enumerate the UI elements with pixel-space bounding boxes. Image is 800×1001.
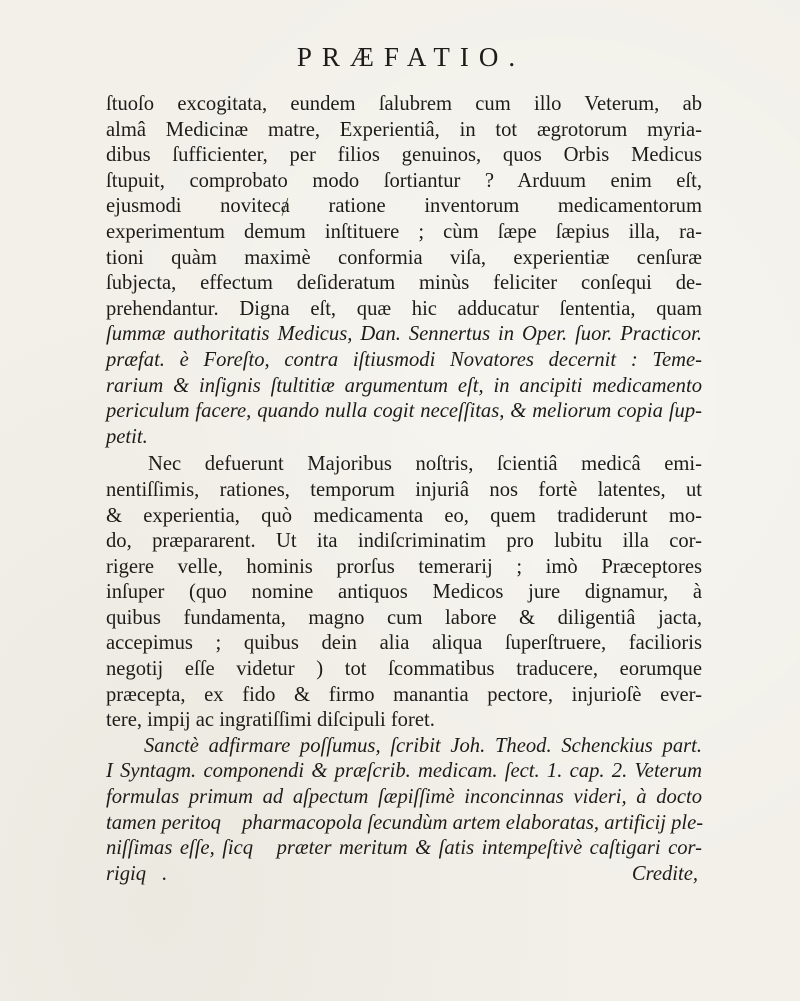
text-line: præcepta, ex fido & firmo manantia pectore, injurioſè ever- [106, 683, 702, 706]
paragraph-3 [106, 734, 702, 888]
text-line-italic: ſummæ authoritatis Medicus, Dan. Sennertus in Oper. ſuor. Practicor. [106, 323, 702, 346]
text-line-italic: Sanctè adfirmare poſſumus, ſcribit Joh. Theod. Schenckius part. [144, 734, 702, 757]
text-line-italic: tamen peritoqᷓ pharmacopola ſecundùm artem elaboratas, artificij ple- [106, 811, 704, 834]
running-head: PRÆFATIO. [296, 42, 526, 72]
text-line: accepimus ; quibus dein alia aliqua ſuperſtruere, facilioris [106, 632, 702, 655]
text-line: nentiſſimis, rationes, temporum injuriâ nos fortè latentes, ut [106, 478, 702, 501]
text-line: ſtuoſo excogitata, eundem ſalubrem cum illo Veterum, ab [106, 93, 702, 115]
text-line-italic: rigiqᷓ. [106, 862, 168, 885]
text-line-italic: periculum facere, quando nulla cogit neceſſitas, & meliorum copia ſup- [106, 400, 702, 423]
catchword: Credite, [631, 862, 698, 885]
text-line: inſuper (quo nomine antiquos Medicos jure dignamur, à [106, 581, 702, 604]
text-line: almâ Medicinæ matre, Experientiâ, in tot ægrotorum myria- [106, 118, 702, 141]
text-block [106, 40, 702, 887]
text-line: experimentum demum inſtituere ; cùm ſæpe ſæpius illa, ra- [106, 220, 702, 243]
text-line-italic: rarium & inſignis ſtultitiæ argumentum eſt, in ancipiti medicamento [106, 374, 702, 397]
text-line: negotij eſſe videtur ) tot ſcommatibus traducere, eorumque [106, 658, 702, 681]
paragraph-2 [106, 452, 702, 734]
text-line: rigere velle, hominis prorſus temerarij ; imò Præceptores [106, 555, 702, 578]
text-line: quibus fundamenta, magno cum labore & diligentiâ jacta, [106, 606, 702, 629]
text-line: tere, impij ac ingratiſſimi diſcipuli foret. [106, 709, 435, 732]
text-line: ſubjecta, effectum deſideratum minùs feliciter conſequi de- [106, 272, 702, 295]
text-line: do, præpararent. Ut ita indiſcriminatim pro lubitu illa cor- [106, 530, 702, 553]
text-line-italic: præfat. è Foreſto, contra iſtiusmodi Novatores decernit : Teme- [106, 348, 702, 371]
text-line-italic: niſſimas eſſe, ſicqᷓ præter meritum & ſatis intempeſtivè caſtigari cor- [106, 837, 702, 860]
text-line-italic: I Syntagm. componendi & præſcrib. medicam. ſect. 1. cap. 2. Veterum [106, 760, 702, 783]
text-line: prehendantur. Digna eſt, quæ hic adducatur ſententia, quam [106, 297, 702, 320]
text-line: tioni quàm maximè conformia viſa, experientiæ cenſuræ [106, 246, 702, 269]
text-line: ſtupuit, comprobato modo ſortiantur ? Arduum enim eſt, [106, 169, 702, 192]
text-line-italic: petit. [106, 425, 148, 448]
text-line: & experientia, quò medicamenta eo, quem tradiderunt mo- [106, 504, 702, 527]
text-line: ejusmodi novitecⱥ ratione inventorum medicamentorum [106, 195, 702, 218]
paragraph-1 [106, 92, 702, 450]
text-line: dibus ſufficienter, per filios genuinos, quos Orbis Medicus [106, 144, 702, 167]
text-line: Nec defuerunt Majoribus noſtris, ſcientiâ medicâ emi- [148, 453, 702, 476]
text-line-italic: formulas primum ad aſpectum ſæpiſſimè inconcinnas videri, à docto [106, 786, 702, 809]
